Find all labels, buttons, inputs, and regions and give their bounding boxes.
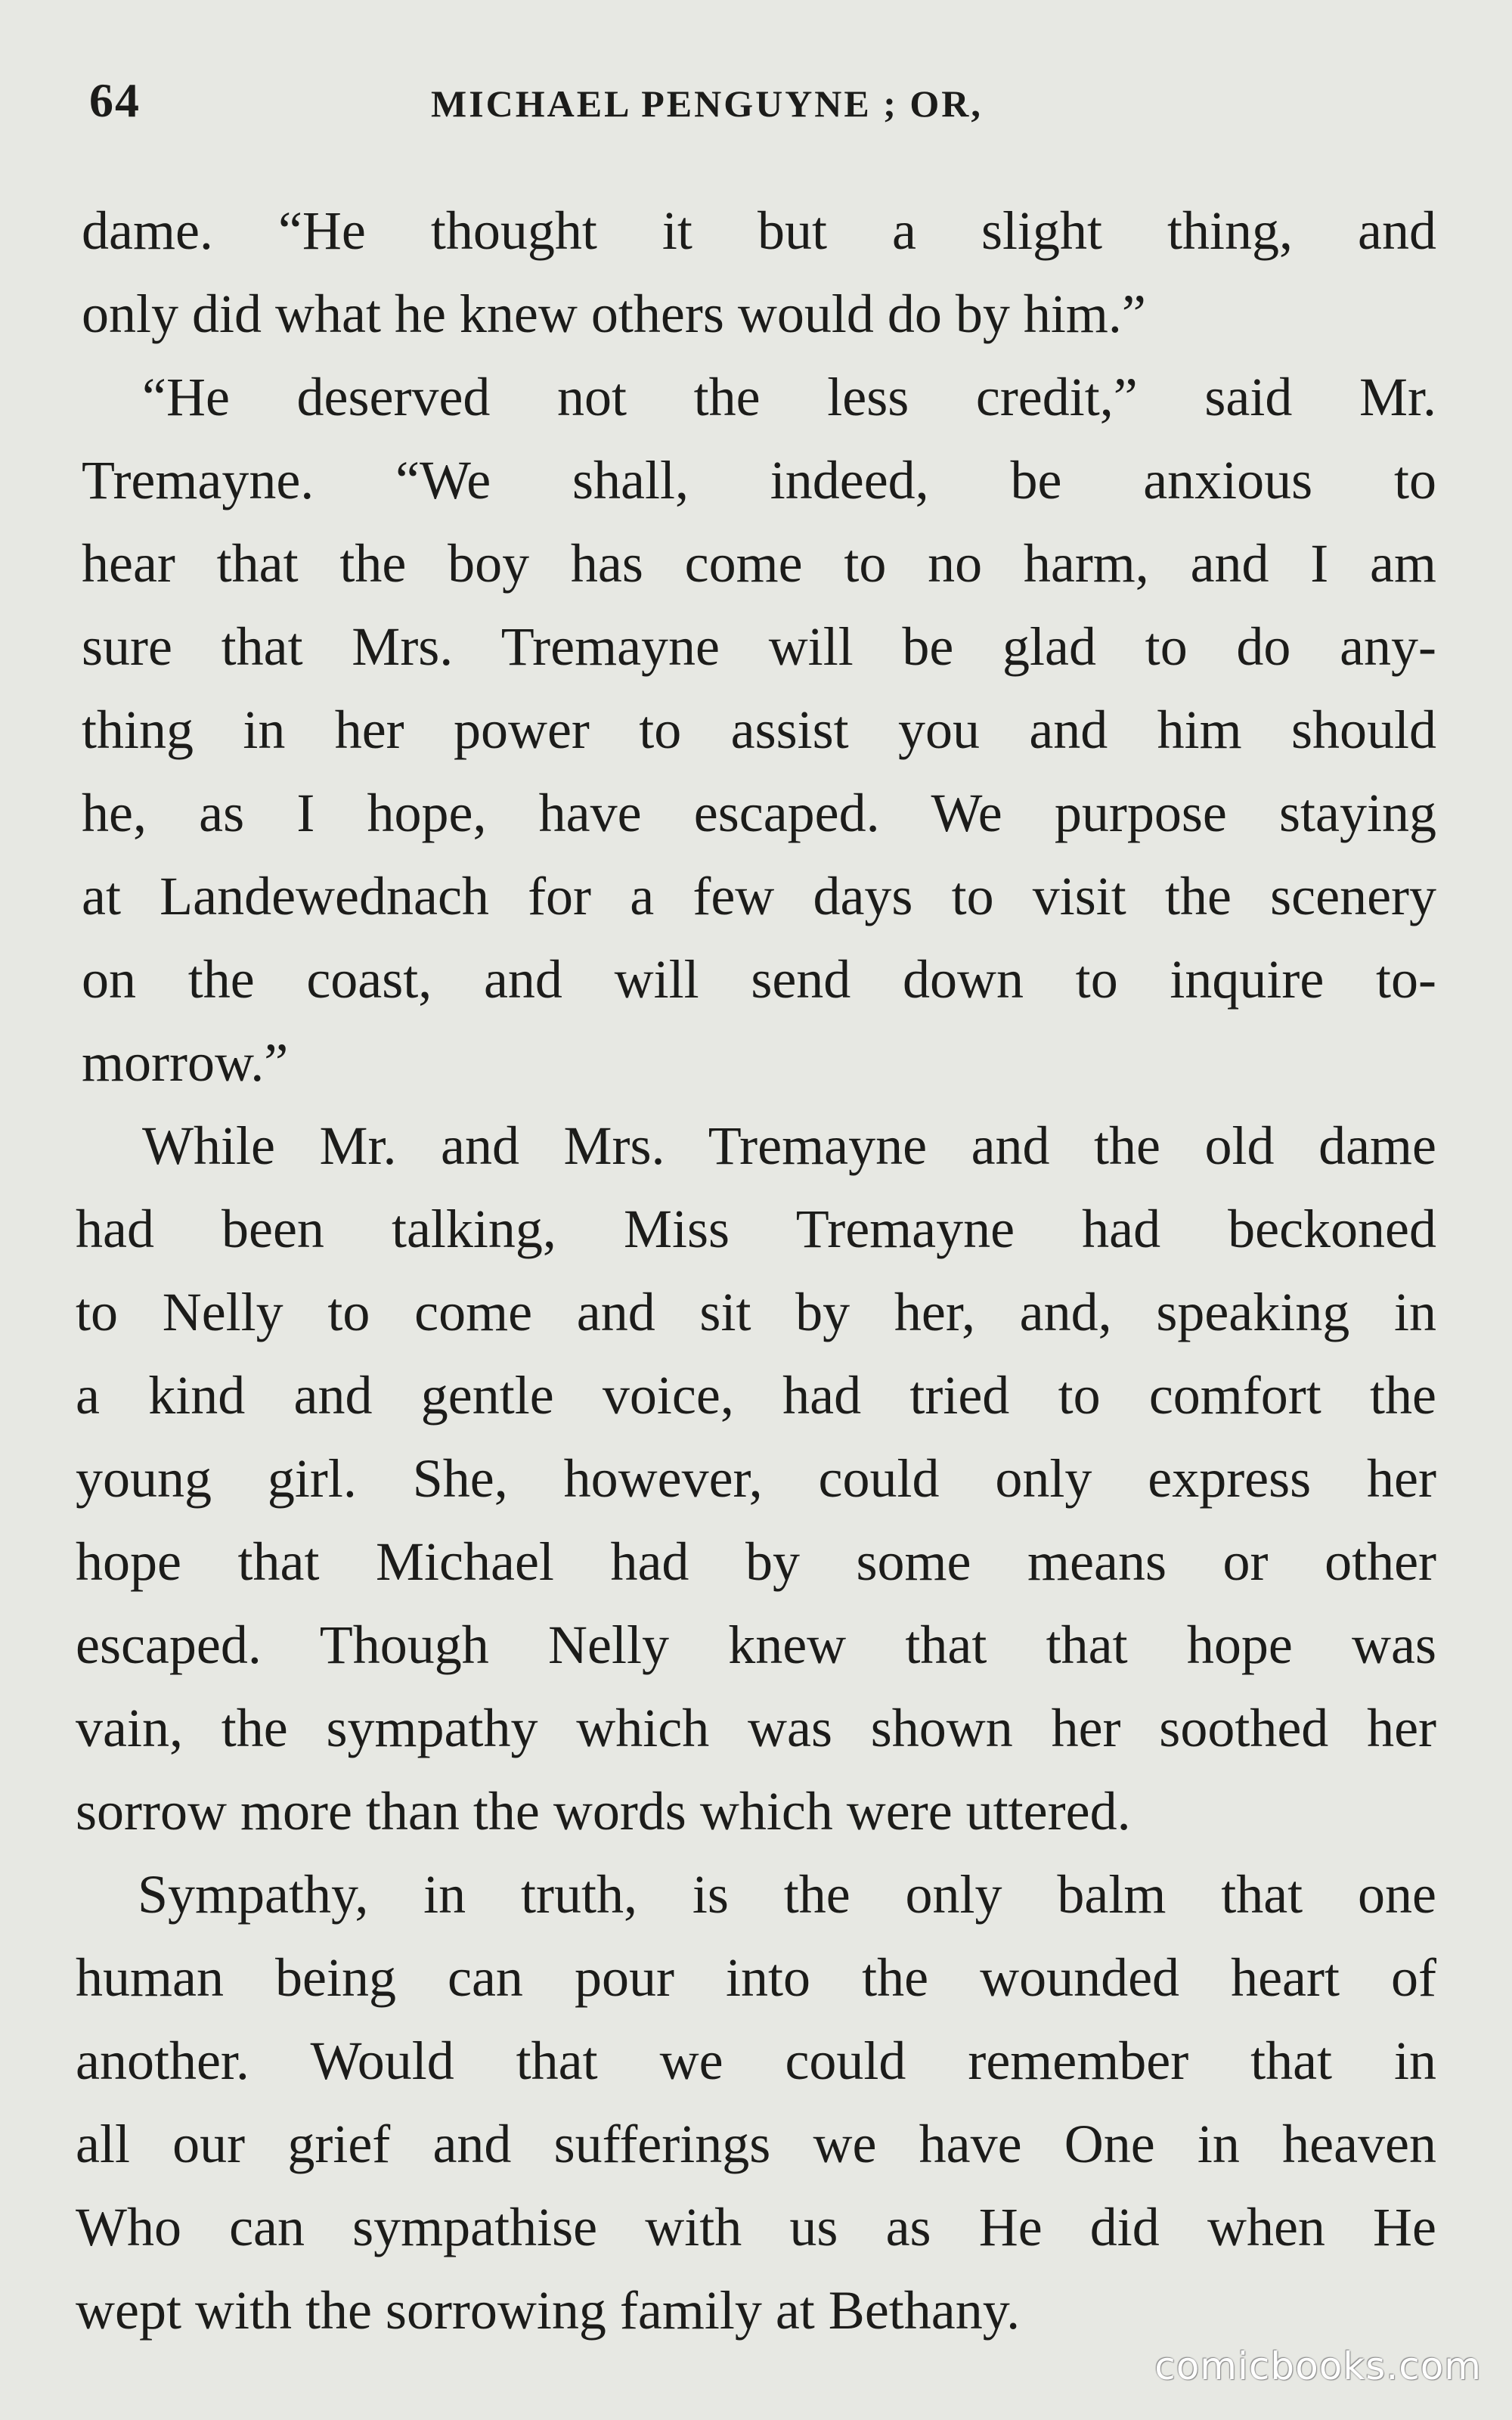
- body-text: [76, 189, 1436, 2352]
- text-line: only did what he knew others would do by him.”: [82, 284, 1146, 344]
- text-line: sorrow more than the words which were uttered.: [76, 1781, 1131, 1841]
- text-line: vain, the sympathy which was shown her soothed her: [76, 1698, 1436, 1758]
- running-title: MICHAEL PENGUYNE ; OR,: [431, 82, 983, 125]
- text-line: a kind and gentle voice, had tried to comfort the: [76, 1365, 1436, 1426]
- text-line: young girl. She, however, could only express her: [76, 1448, 1436, 1509]
- text-line: Tremayne. “We shall, indeed, be anxious to: [82, 450, 1436, 510]
- watermark: comicbooks.com: [1154, 2344, 1482, 2388]
- text-line: Sympathy, in truth, is the only balm that one: [138, 1864, 1436, 1925]
- text-line: on the coast, and will send down to inquire to-: [82, 949, 1436, 1010]
- text-line: thing in her power to assist you and him should: [82, 700, 1436, 760]
- text-line: he, as I hope, have escaped. We purpose staying: [82, 783, 1436, 843]
- text-line: at Landewednach for a few days to visit the scenery: [82, 866, 1436, 926]
- page-header: [83, 73, 1436, 141]
- text-line: escaped. Though Nelly knew that that hope was: [76, 1615, 1436, 1675]
- text-line: morrow.”: [82, 1032, 289, 1093]
- text-line: another. Would that we could remember that in: [76, 2031, 1436, 2091]
- text-line: “He deserved not the less credit,” said Mr.: [142, 367, 1436, 427]
- text-line: hope that Michael had by some means or other: [76, 1531, 1436, 1592]
- text-line: had been talking, Miss Tremayne had beckoned: [76, 1199, 1436, 1259]
- text-line: all our grief and sufferings we have One in heaven: [76, 2114, 1436, 2174]
- text-line: human being can pour into the wounded heart of: [76, 1947, 1436, 2008]
- text-line: dame. “He thought it but a slight thing, and: [82, 200, 1436, 261]
- text-line: to Nelly to come and sit by her, and, speaking in: [76, 1282, 1436, 1342]
- text-line: hear that the boy has come to no harm, and I am: [82, 533, 1436, 594]
- text-line: sure that Mrs. Tremayne will be glad to do any-: [82, 616, 1436, 677]
- text-line: wept with the sorrowing family at Bethany.: [76, 2280, 1021, 2341]
- page-number: 64: [89, 73, 141, 127]
- text-line: Who can sympathise with us as He did when He: [76, 2197, 1436, 2257]
- text-line: While Mr. and Mrs. Tremayne and the old dame: [142, 1115, 1436, 1176]
